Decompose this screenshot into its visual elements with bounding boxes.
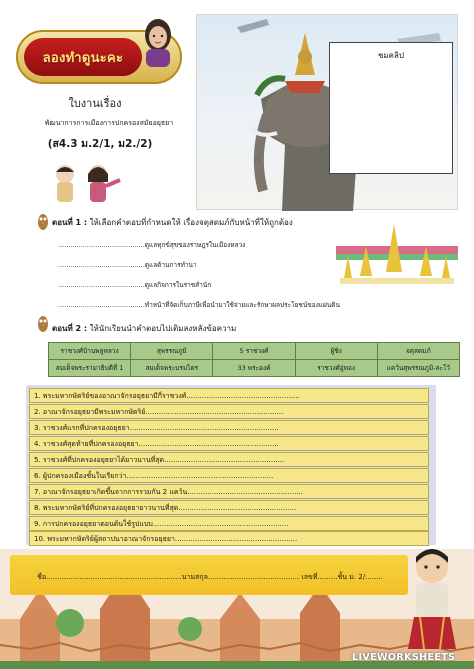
- answer-choice[interactable]: ราชวงศ์อู่ทอง: [295, 360, 377, 377]
- clip-label: ชมคลิป: [377, 51, 405, 60]
- section1-heading: [52, 216, 293, 229]
- table-row: [49, 360, 460, 377]
- answer-choice[interactable]: สมเด็จพระรามาธิบดีที่ 1: [49, 360, 131, 377]
- question-item[interactable]: 6. ผู้ปกครองเมืองชั้นในเรียกว่า..................................................................: [29, 468, 429, 483]
- thai-boy-illustration: [396, 545, 468, 655]
- answer-choice[interactable]: สมเด็จพระบรมไตร: [131, 360, 213, 377]
- question-item[interactable]: 4. ราชวงศ์สุดท้ายที่ปกครองอยุธยา...............................................................: [29, 436, 429, 451]
- liveworksheets-watermark: LIVEWORKSHEETS: [352, 652, 456, 663]
- student-info-line[interactable]: ชื่อ.............................................................นามสกุล......................................... เลขที่.........ชั้น ม. 2/........: [37, 573, 383, 581]
- question-item[interactable]: 10. พระมหากษัตริย์ผู้สถาปนาอาณาจักรอยุธยา.......................................................: [29, 531, 429, 546]
- section1-item[interactable]: ..........................................ดูแลทุกข์สุขของราษฎรในเมืองหลวง: [58, 241, 246, 249]
- table-row: [49, 343, 460, 360]
- clip-box[interactable]: [329, 42, 453, 174]
- answer-choice[interactable]: จตุสดมภ์: [377, 343, 459, 360]
- section1-item[interactable]: ..........................................ดูแลด้านการทำนา: [58, 261, 197, 269]
- worksheet-subject: พัฒนาการการเมืองการปกครองสมัยอยุธยา: [44, 119, 174, 127]
- section1-heading-lead: ตอนที่ 1 :: [52, 218, 88, 227]
- question-item[interactable]: 9. การปกครองอยุธยาตอนต้นใช้รูปแบบ.............................................................: [29, 516, 429, 531]
- section1-item[interactable]: ..........................................ทำหน้าที่จัดเก็บภาษีเพื่อนำมาใช้จ่ายและรักษาผลประโยชน์ของแผ่นดิน: [58, 301, 340, 309]
- badge-text: ลองทำดูนะคะ: [42, 50, 124, 66]
- indicator-codes: (ส4.3 ม.2/1, ม2./2): [47, 138, 153, 150]
- section1-item[interactable]: ..........................................ดูแลกิจการในราชสำนัก: [58, 281, 212, 289]
- question-item[interactable]: 7. อาณาจักรอยุธยาเกิดขึ้นจากการรวมกัน 2 แคว้น....................................................: [29, 484, 429, 499]
- question-item[interactable]: 2. อาณาจักรอยุธยามีพระมหากษัตริย์..............................................................: [29, 404, 429, 419]
- badge-inner: [24, 38, 142, 76]
- owl-icon: [36, 312, 50, 334]
- answer-choices-table: [48, 342, 460, 377]
- question-item[interactable]: 3. ราชวงศ์แรกที่ปกครองอยุธยา...................................................................: [29, 420, 429, 435]
- thai-children-illustration: [30, 160, 140, 205]
- owl-icon: [36, 210, 50, 232]
- answer-choice[interactable]: แคว้นสุพรรณภูมิ-ละโว้: [377, 360, 459, 377]
- answer-choice[interactable]: ผู้ชิง: [295, 343, 377, 360]
- question-item[interactable]: 8. พระมหากษัตริย์ที่ปกครองอยุธยายาวนานที่สุด.....................................................: [29, 500, 429, 515]
- section2-heading-text: ให้นักเรียนนำคำตอบไปเติมลงหลังข้อความ: [87, 324, 237, 333]
- question-item[interactable]: 1. พระมหากษัตริย์ของอาณาจักรอยุธยามีกี่ราชวงศ์...................................................: [29, 388, 429, 403]
- answer-choice[interactable]: 33 พระองค์: [213, 360, 295, 377]
- temple-illustration: [336, 222, 458, 290]
- questions-panel: [26, 385, 436, 545]
- answer-choice[interactable]: ราชวงศ์บ้านพลูหลวง: [49, 343, 131, 360]
- answer-choice[interactable]: สุพรรณภูมิ: [131, 343, 213, 360]
- girl-illustration: [138, 15, 178, 67]
- worksheet-title: ใบงานเรื่อง: [68, 97, 122, 110]
- question-item[interactable]: 5. ราชวงศ์ที่ปกครองอยุธยาได้ยาวนานที่สุด......................................................: [29, 452, 429, 467]
- section1-heading-text: ให้เลือกคำตอบที่กำหนดให้ เรื่องจตุสดมภ์กับหน้าที่ให้ถูกต้อง: [87, 218, 293, 227]
- answer-choice[interactable]: 5 ราชวงศ์: [213, 343, 295, 360]
- section2-heading: [52, 322, 236, 335]
- section2-heading-lead: ตอนที่ 2 :: [52, 324, 88, 333]
